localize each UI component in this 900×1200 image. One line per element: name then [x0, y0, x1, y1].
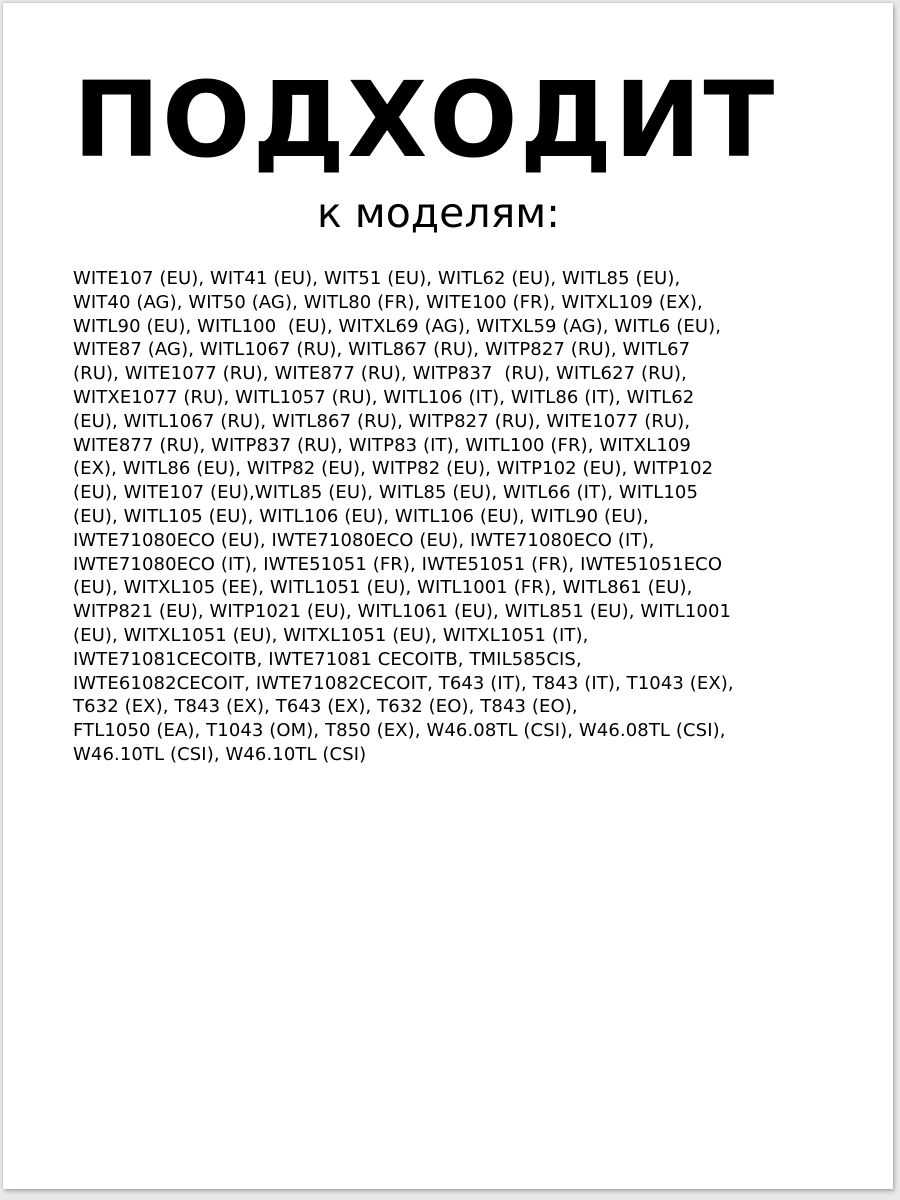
model-list-line: IWTE71081CECOITB, IWTE71081 CECOITB, TMIL585CIS,: [73, 648, 582, 670]
model-list-line: (EU), WITL1067 (RU), WITL867 (RU), WITP827 (RU), WITE1077 (RU),: [73, 410, 691, 432]
model-list-line: IWTE61082CECOIT, IWTE71082CECOIT, T643 (IT), T843 (IT), T1043 (EX),: [73, 672, 734, 694]
model-list-line: (EU), WITE107 (EU),WITL85 (EU), WITL85 (EU), WITL66 (IT), WITL105: [73, 482, 699, 504]
model-list-line: W46.10TL (CSI), W46.10TL (CSI): [73, 743, 367, 765]
model-list-line: (EU), WITXL105 (EE), WITL1051 (EU), WITL1001 (FR), WITL861 (EU),: [73, 577, 693, 599]
model-list-line: FTL1050 (EA), T1043 (OM), T850 (EX), W46.08TL (CSI), W46.08TL (CSI),: [73, 720, 726, 742]
model-list-line: WITXE1077 (RU), WITL1057 (RU), WITL106 (IT), WITL86 (IT), WITL62: [73, 386, 695, 408]
model-list-line: WITE107 (EU), WIT41 (EU), WIT51 (EU), WITL62 (EU), WITL85 (EU),: [73, 268, 681, 289]
model-list-line: T632 (EX), T843 (EX), T643 (EX), T632 (EO), T843 (EO),: [73, 696, 578, 718]
page-subtitle: к моделям:: [317, 189, 560, 237]
product-info-sheet: [3, 3, 893, 1189]
model-list-line: (EU), WITXL1051 (EU), WITXL1051 (EU), WITXL1051 (IT),: [73, 624, 589, 646]
model-list-line: (EX), WITL86 (EU), WITP82 (EU), WITP82 (EU), WITP102 (EU), WITP102: [73, 458, 714, 480]
model-list-line: WITP821 (EU), WITP1021 (EU), WITL1061 (EU), WITL851 (EU), WITL1001: [73, 601, 732, 623]
compatible-models-list: [73, 267, 843, 767]
model-list-line: (RU), WITE1077 (RU), WITE877 (RU), WITP837 (RU), WITL627 (RU),: [73, 363, 687, 385]
page-title: ПОДХОДИТ: [73, 59, 777, 181]
model-list-line: WITL90 (EU), WITL100 (EU), WITXL69 (AG), WITXL59 (AG), WITL6 (EU),: [73, 315, 722, 337]
model-list-line: (EU), WITL105 (EU), WITL106 (EU), WITL106 (EU), WITL90 (EU),: [73, 505, 649, 527]
model-list-line: WITE877 (RU), WITP837 (RU), WITP83 (IT), WITL100 (FR), WITXL109: [73, 434, 691, 456]
model-list-line: WITE87 (AG), WITL1067 (RU), WITL867 (RU), WITP827 (RU), WITL67: [73, 339, 691, 361]
model-list-line: WIT40 (AG), WIT50 (AG), WITL80 (FR), WITE100 (FR), WITXL109 (EX),: [73, 291, 703, 313]
model-list-line: IWTE71080ECO (IT), IWTE51051 (FR), IWTE51051 (FR), IWTE51051ECO: [73, 553, 723, 575]
model-list-line: IWTE71080ECO (EU), IWTE71080ECO (EU), IWTE71080ECO (IT),: [73, 529, 655, 551]
